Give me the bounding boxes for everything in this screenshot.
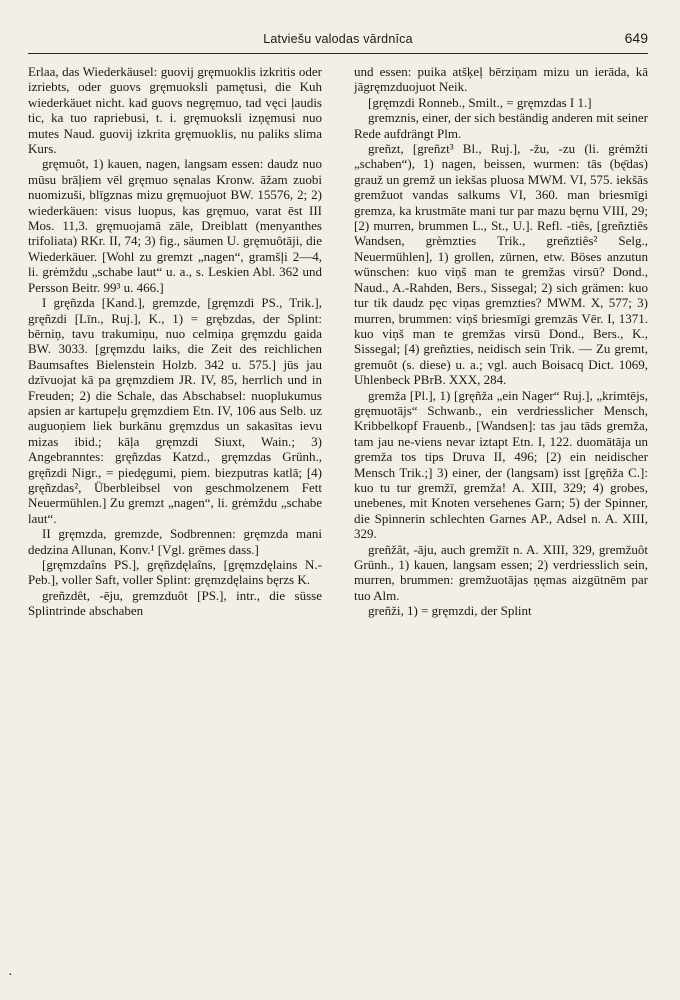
entry-text: und essen: puika atšķeļ bērziņam mizu un ierāda, kā jāgręmzduojuot Neik. [354, 64, 648, 95]
page-header [28, 32, 648, 54]
entry-gremzda-1: I gręñzda [Kand.], gremzde, [gręmzdi PS., Trik.], gręñzdi [Līn., Ruj.], K., 1) = grębzdas, der Splint: bērniņ, tavu trakumiņu, nuo celmiņa gręmzdu gaida BW. 3033. [gręmzdu laiks, die Zeit des reichlichen Baumsaftes Bielenstein Holzb. 342 u. 575.] jūs jau dzīvuojat kā pa gręmzdiem JR. IV, 85, herrlich und in Freuden; 2) die Schale, das Abschabsel: nuoplukumus apsien ar kartupeļu gręmzdiem Etn. IV, 106 aus Selb. uz auguoņiem liek burkānu gręmzdus un sakasītas ievu mizas ibid.; kāļa gręmzdi Siuxt, Wain.; 3) Angebranntes: gręñzdas Katzd., gręmzdas Grünh., gręñzdi Nigr., = piedęgumi, piem. biezputras katlā; [4) gręñzdas², Überbleibsel von geschmolzenem Fett Neuermühlen.] Zu gremzt „nagen“, li. grėmždu „schabe laut“. [28, 295, 322, 526]
entry-gremza: gremža [Pl.], 1) [gręñža „ein Nager“ Ruj.], „krimtējs, gręmuotājs“ Schwanb., ein verdriesslicher Mensch, Kribbelkopf Frauenb., [Wandsen]: tas jau tāds gremža, tam jau ne-viens nevar iztapt Etn. I, 122. duomātāja un gremža tos tips Druva II, 496; [2) ein neidischer Mensch Trik.;] 3) einer, der (langsam) isst [gręñža C.]: kuo tu tur gremžī, gremža! A. XIII, 329; 4) grobes, unebenes, mit Knoten versehenes Garn; 5) der Spinner, die Spinnerin schlechten Garnes AP., Adsel n. A. XIII, 329. [354, 387, 648, 542]
entry-gremuot: gręmuôt, 1) kauen, nagen, langsam essen: daudz nuo mūsu brāļiem vēl gręmuo sęnalas Kronw. āžam zuobi nuomizuši, blīgznas mizu gręmuojuot BW. 15576, 2; 2) wiederkäuen: visus luopus, kas gręmuo, varat ēst III Mos. 11,3. gręmuojamā zāle, Dreiblatt (menyanthes trifoliata) RKr. II, 74; 3) fig., säumen U. gręmuôtāji, die Wiederkäuer. [Wohl zu gremzt „nagen“, gramšļi 2—4, li. grėmždu „schabe laut“ u. a., s. Leskien Abl. 362 und Persson Beitr. 99³ u. 466.] [28, 156, 322, 295]
right-column [354, 64, 648, 619]
running-title: Latviešu valodas vārdnīca [263, 32, 413, 46]
margin-mark: · [8, 968, 13, 983]
entry-gremzdains: [gręmzdaîns PS.], gręñzdęlaîns, [gręmzdęlains N.-Peb.], voller Saft, voller Splint: gręmzdęlains bęrzs K. [28, 557, 322, 588]
entry-gremznis: gremznis, einer, der sich beständig anderen mit seiner Rede aufdrängt Plm. [354, 110, 648, 141]
entry-gremzdi: [gręmzdi Ronneb., Smilt., = gręmzdas I 1.] [368, 94, 592, 110]
header-rule [28, 53, 648, 54]
entry-text: Erlaa, das Wiederkäusel: guovij gręmuoklis izkritis oder izriebts, oder guovs gręmuoksli pamętusi, die Kuh wiederkäuet nicht. kad guovs negręmuo, tad vęci ļaudis tic, ka tuo rapriebusi, t. i. gręmuoksli izņęmusi nuo mutes Naud. guovij izkrita gręmuoklis, nu paliks slima Kurs. [28, 64, 322, 157]
entry-gremzi: greñži, 1) = gręmzdi, der Splint [368, 603, 532, 619]
entry-gremzt: greñzt, [greñzt³ Bl., Ruj.], -žu, -zu (li. grėmžti „schaben“), 1) nagen, beissen, wurmen: tās (bę̄das) grauž un gremž un iekšas pluosa MWM. VI, 575. iekšās gremžuot vandas salkums VI, 360. man briesmīgi gremza, ka krustmāte mani tur par mazu bęrnu VIII, 29; [2) murren, brummen L., St., U.]. Refl. -tiês, [greñztiês Wandsen, grèmzties Trik., greñztiês² Selg., Neuermühlen], 1) grollen, zürnen, etw. Böses anzutun wünschen: kuo viņš man te gremžas virsū? Dond., Naud., A.-Rahden, Bers., Sissegal; 2) sich grämen: kuo tur tik daudz pęc viņas gremzties? MWM. X, 577; 3) murren, brummen: viņš briesmīgi gremzās Vēr. I, 1371. kuo viņš man te gremžas virsū Dond., Bers., K., Sissegal; [4) greñzties, neidisch sein Trik. — Zu gremt, gremuôt (s. diese) u. a.; vgl. auch Boisacq Dict. 1069, Uhlenbeck PBrB. XXX, 284. [354, 141, 648, 388]
entry-gremzat: greñžât, -āju, auch gremžīt n. A. XIII, 329, gremžuôt Grünh., 1) kauen, langsam essen; 2) verdriesslich sein, murren, brummen: gremžuotājas ņęmas aizgūtnēm par tuo Alm. [354, 541, 648, 603]
left-column [28, 64, 322, 619]
page-number: 649 [624, 30, 648, 46]
entry-gremzda-2: II gręmzda, gremzde, Sodbrennen: gręmzda mani dedzina Allunan, Konv.¹ [Vgl. grēmes dass.] [28, 526, 322, 557]
entry-gremzdet: greñzdêt, -ēju, gremzduôt [PS.], intr., die süsse Splintrinde abschaben [28, 587, 322, 619]
